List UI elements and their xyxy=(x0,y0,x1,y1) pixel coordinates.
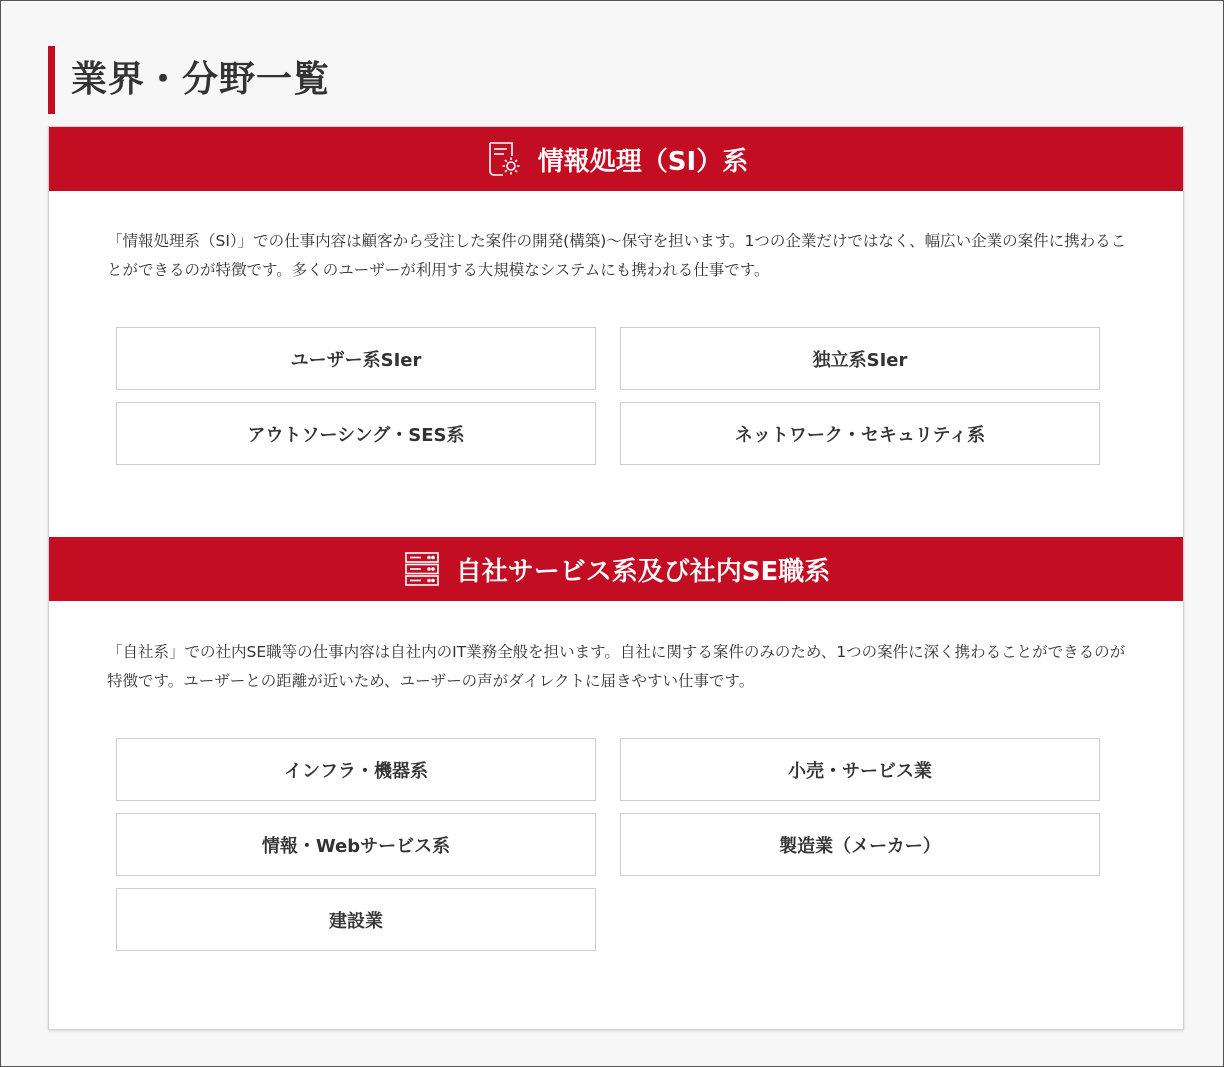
button-outsourcing-ses[interactable]: アウトソーシング・SES系 xyxy=(116,402,596,465)
document-gear-icon xyxy=(484,139,524,179)
button-manufacturing[interactable]: 製造業（メーカー） xyxy=(620,813,1100,876)
button-infra-equipment[interactable]: インフラ・機器系 xyxy=(116,738,596,801)
section-header-si xyxy=(49,127,1183,191)
button-info-web-service[interactable]: 情報・Webサービス系 xyxy=(116,813,596,876)
section-description-si: 「情報処理系（SI）」での仕事内容は顧客から受注した案件の開発(構築)〜保守を担います。1つの企業だけではなく、幅広い企業の案件に携わることができるのが特徴です。多くのユーザーが利用する大規模なシステムにも携われる仕事です。 xyxy=(107,232,1127,279)
button-independent-sier[interactable]: 独立系SIer xyxy=(620,327,1100,390)
button-network-security[interactable]: ネットワーク・セキュリティ系 xyxy=(620,402,1100,465)
button-user-sier[interactable]: ユーザー系SIer xyxy=(116,327,596,390)
button-construction[interactable]: 建設業 xyxy=(116,888,596,951)
section-title-si: 情報処理（SI）系 xyxy=(537,146,749,177)
section-header-inhouse xyxy=(49,537,1183,601)
industry-card xyxy=(48,126,1184,1030)
server-rack-icon xyxy=(402,549,442,589)
section-description-inhouse: 「自社系」での社内SE職等の仕事内容は自社内のIT業務全般を担います。自社に関する案件のみのため、1つの案件に深く携わることができるのが特徴です。ユーザーとの距離が近いため、ユーザーの声がダイレクトに届きやすい仕事です。 xyxy=(107,643,1126,690)
page-title: 業界・分野一覧 xyxy=(48,46,330,114)
section-title-inhouse: 自社サービス系及び社内SE職系 xyxy=(455,556,831,587)
button-retail-service[interactable]: 小売・サービス業 xyxy=(620,738,1100,801)
